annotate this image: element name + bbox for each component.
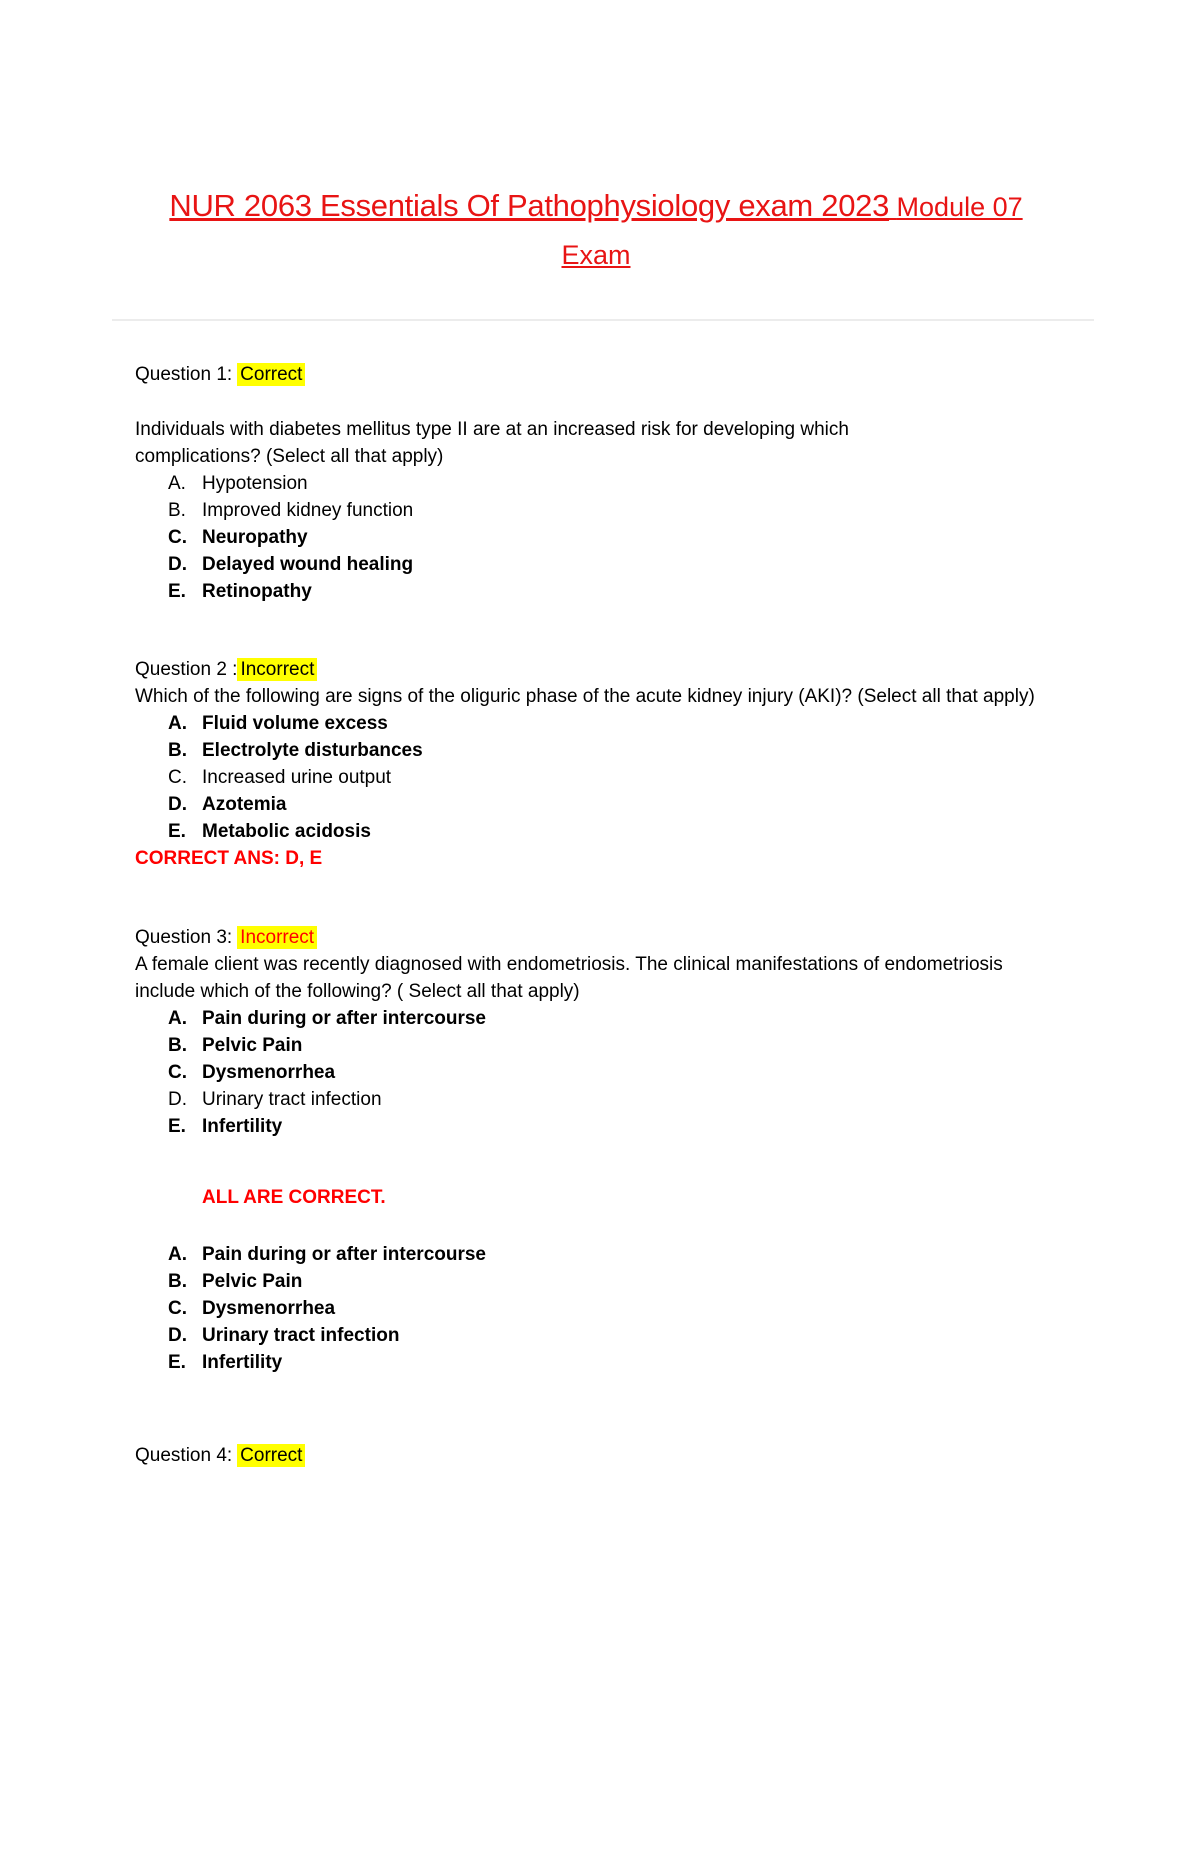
title-suffix-text (889, 192, 897, 222)
option-letter: E. (168, 581, 186, 602)
option-text: Electrolyte disturbances (202, 740, 423, 761)
option-text: Pelvic Pain (202, 1035, 303, 1056)
option-letter: E. (168, 1116, 186, 1137)
option-letter: D. (168, 794, 187, 815)
option-row (135, 1268, 1057, 1295)
document-page (0, 182, 1192, 1529)
question-3-label: Question 3: (135, 927, 233, 948)
option-text: Increased urine output (202, 767, 392, 788)
question-3-result-badge: Incorrect (237, 926, 317, 949)
option-text: Delayed wound healing (202, 554, 414, 575)
option-row (135, 524, 1057, 551)
option-letter: B. (168, 500, 186, 521)
question-block-3 (135, 924, 1057, 1376)
option-letter: B. (168, 1271, 187, 1292)
option-text: Pelvic Pain (202, 1271, 303, 1292)
option-text: Hypotension (202, 473, 308, 494)
document-title (135, 182, 1057, 278)
option-text: Infertility (202, 1352, 283, 1373)
option-row (135, 551, 1057, 578)
option-text: Urinary tract infection (202, 1325, 400, 1346)
question-1-options (135, 470, 1057, 605)
option-row (135, 1113, 1057, 1140)
option-row (135, 818, 1057, 845)
title-line-2 (135, 230, 1057, 278)
option-text: Pain during or after intercourse (202, 1244, 486, 1265)
option-letter: D. (168, 554, 187, 575)
option-text: Retinopathy (202, 581, 312, 602)
title-module-text: Module 07 (896, 192, 1023, 222)
option-row (135, 497, 1057, 524)
option-row (135, 1349, 1057, 1376)
question-4-label: Question 4: (135, 1445, 233, 1466)
option-text: Neuropathy (202, 527, 308, 548)
option-letter: A. (168, 1244, 187, 1265)
question-3-header (135, 924, 1057, 951)
question-2-header (135, 656, 1057, 683)
option-text: Improved kidney function (202, 500, 414, 521)
option-row (135, 791, 1057, 818)
question-block-4 (135, 1442, 1057, 1469)
option-text: Fluid volume excess (202, 713, 388, 734)
option-letter: C. (168, 1298, 187, 1319)
question-2-text: Which of the following are signs of the oliguric phase of the acute kidney injury (AKI)? (Select all that apply) (135, 686, 1035, 707)
question-block-1 (135, 361, 1057, 605)
option-row (135, 764, 1057, 791)
question-4-result-badge: Correct (237, 1444, 305, 1467)
question-2-options (135, 710, 1057, 845)
option-row (135, 1005, 1057, 1032)
question-1-text: Individuals with diabetes mellitus type II are at an increased risk for developing which complications? (Select all that apply) (135, 419, 849, 467)
title-exam-text: Exam (561, 240, 631, 270)
option-letter: D. (168, 1325, 187, 1346)
question-1-result-badge: Correct (237, 363, 305, 386)
title-main-text: NUR 2063 Essentials Of Pathophysiology exam 2023 (169, 188, 890, 223)
title-line-1 (135, 182, 1057, 230)
question-3-text: A female client was recently diagnosed with endometriosis. The clinical manifestations of endometriosis include which of the following? ( Select all that apply) (135, 954, 1003, 1002)
option-text: Dysmenorrhea (202, 1062, 336, 1083)
question-1-header (135, 361, 1057, 388)
option-row (135, 1322, 1057, 1349)
question-2-label: Question 2 : (135, 659, 238, 680)
question-3-answer-options (135, 1241, 1057, 1376)
option-row (135, 1059, 1057, 1086)
option-row (135, 1086, 1057, 1113)
option-letter: A. (168, 473, 186, 494)
option-letter: D. (168, 1089, 187, 1110)
question-3-answer-note: ALL ARE CORRECT. (202, 1187, 386, 1208)
question-4-header (135, 1442, 1057, 1469)
option-row (135, 737, 1057, 764)
option-text: Infertility (202, 1116, 283, 1137)
option-row (135, 1295, 1057, 1322)
option-letter: E. (168, 1352, 186, 1373)
option-letter: B. (168, 740, 187, 761)
option-text: Azotemia (202, 794, 287, 815)
option-letter: C. (168, 1062, 187, 1083)
option-letter: B. (168, 1035, 187, 1056)
option-letter: A. (168, 1008, 187, 1029)
option-row (135, 578, 1057, 605)
question-block-2 (135, 656, 1057, 872)
option-text: Pain during or after intercourse (202, 1008, 486, 1029)
option-letter: C. (168, 527, 187, 548)
horizontal-divider (112, 319, 1094, 321)
option-row (135, 1032, 1057, 1059)
question-2-answer-note: CORRECT ANS: D, E (135, 848, 323, 869)
option-text: Urinary tract infection (202, 1089, 382, 1110)
option-letter: A. (168, 713, 187, 734)
question-3-options (135, 1005, 1057, 1140)
option-row (135, 1241, 1057, 1268)
option-text: Dysmenorrhea (202, 1298, 336, 1319)
option-letter: E. (168, 821, 186, 842)
option-row (135, 470, 1057, 497)
option-letter: C. (168, 767, 187, 788)
option-row (135, 710, 1057, 737)
question-2-result-badge: Incorrect (237, 658, 317, 681)
option-text: Metabolic acidosis (202, 821, 371, 842)
question-1-label: Question 1: (135, 364, 233, 385)
